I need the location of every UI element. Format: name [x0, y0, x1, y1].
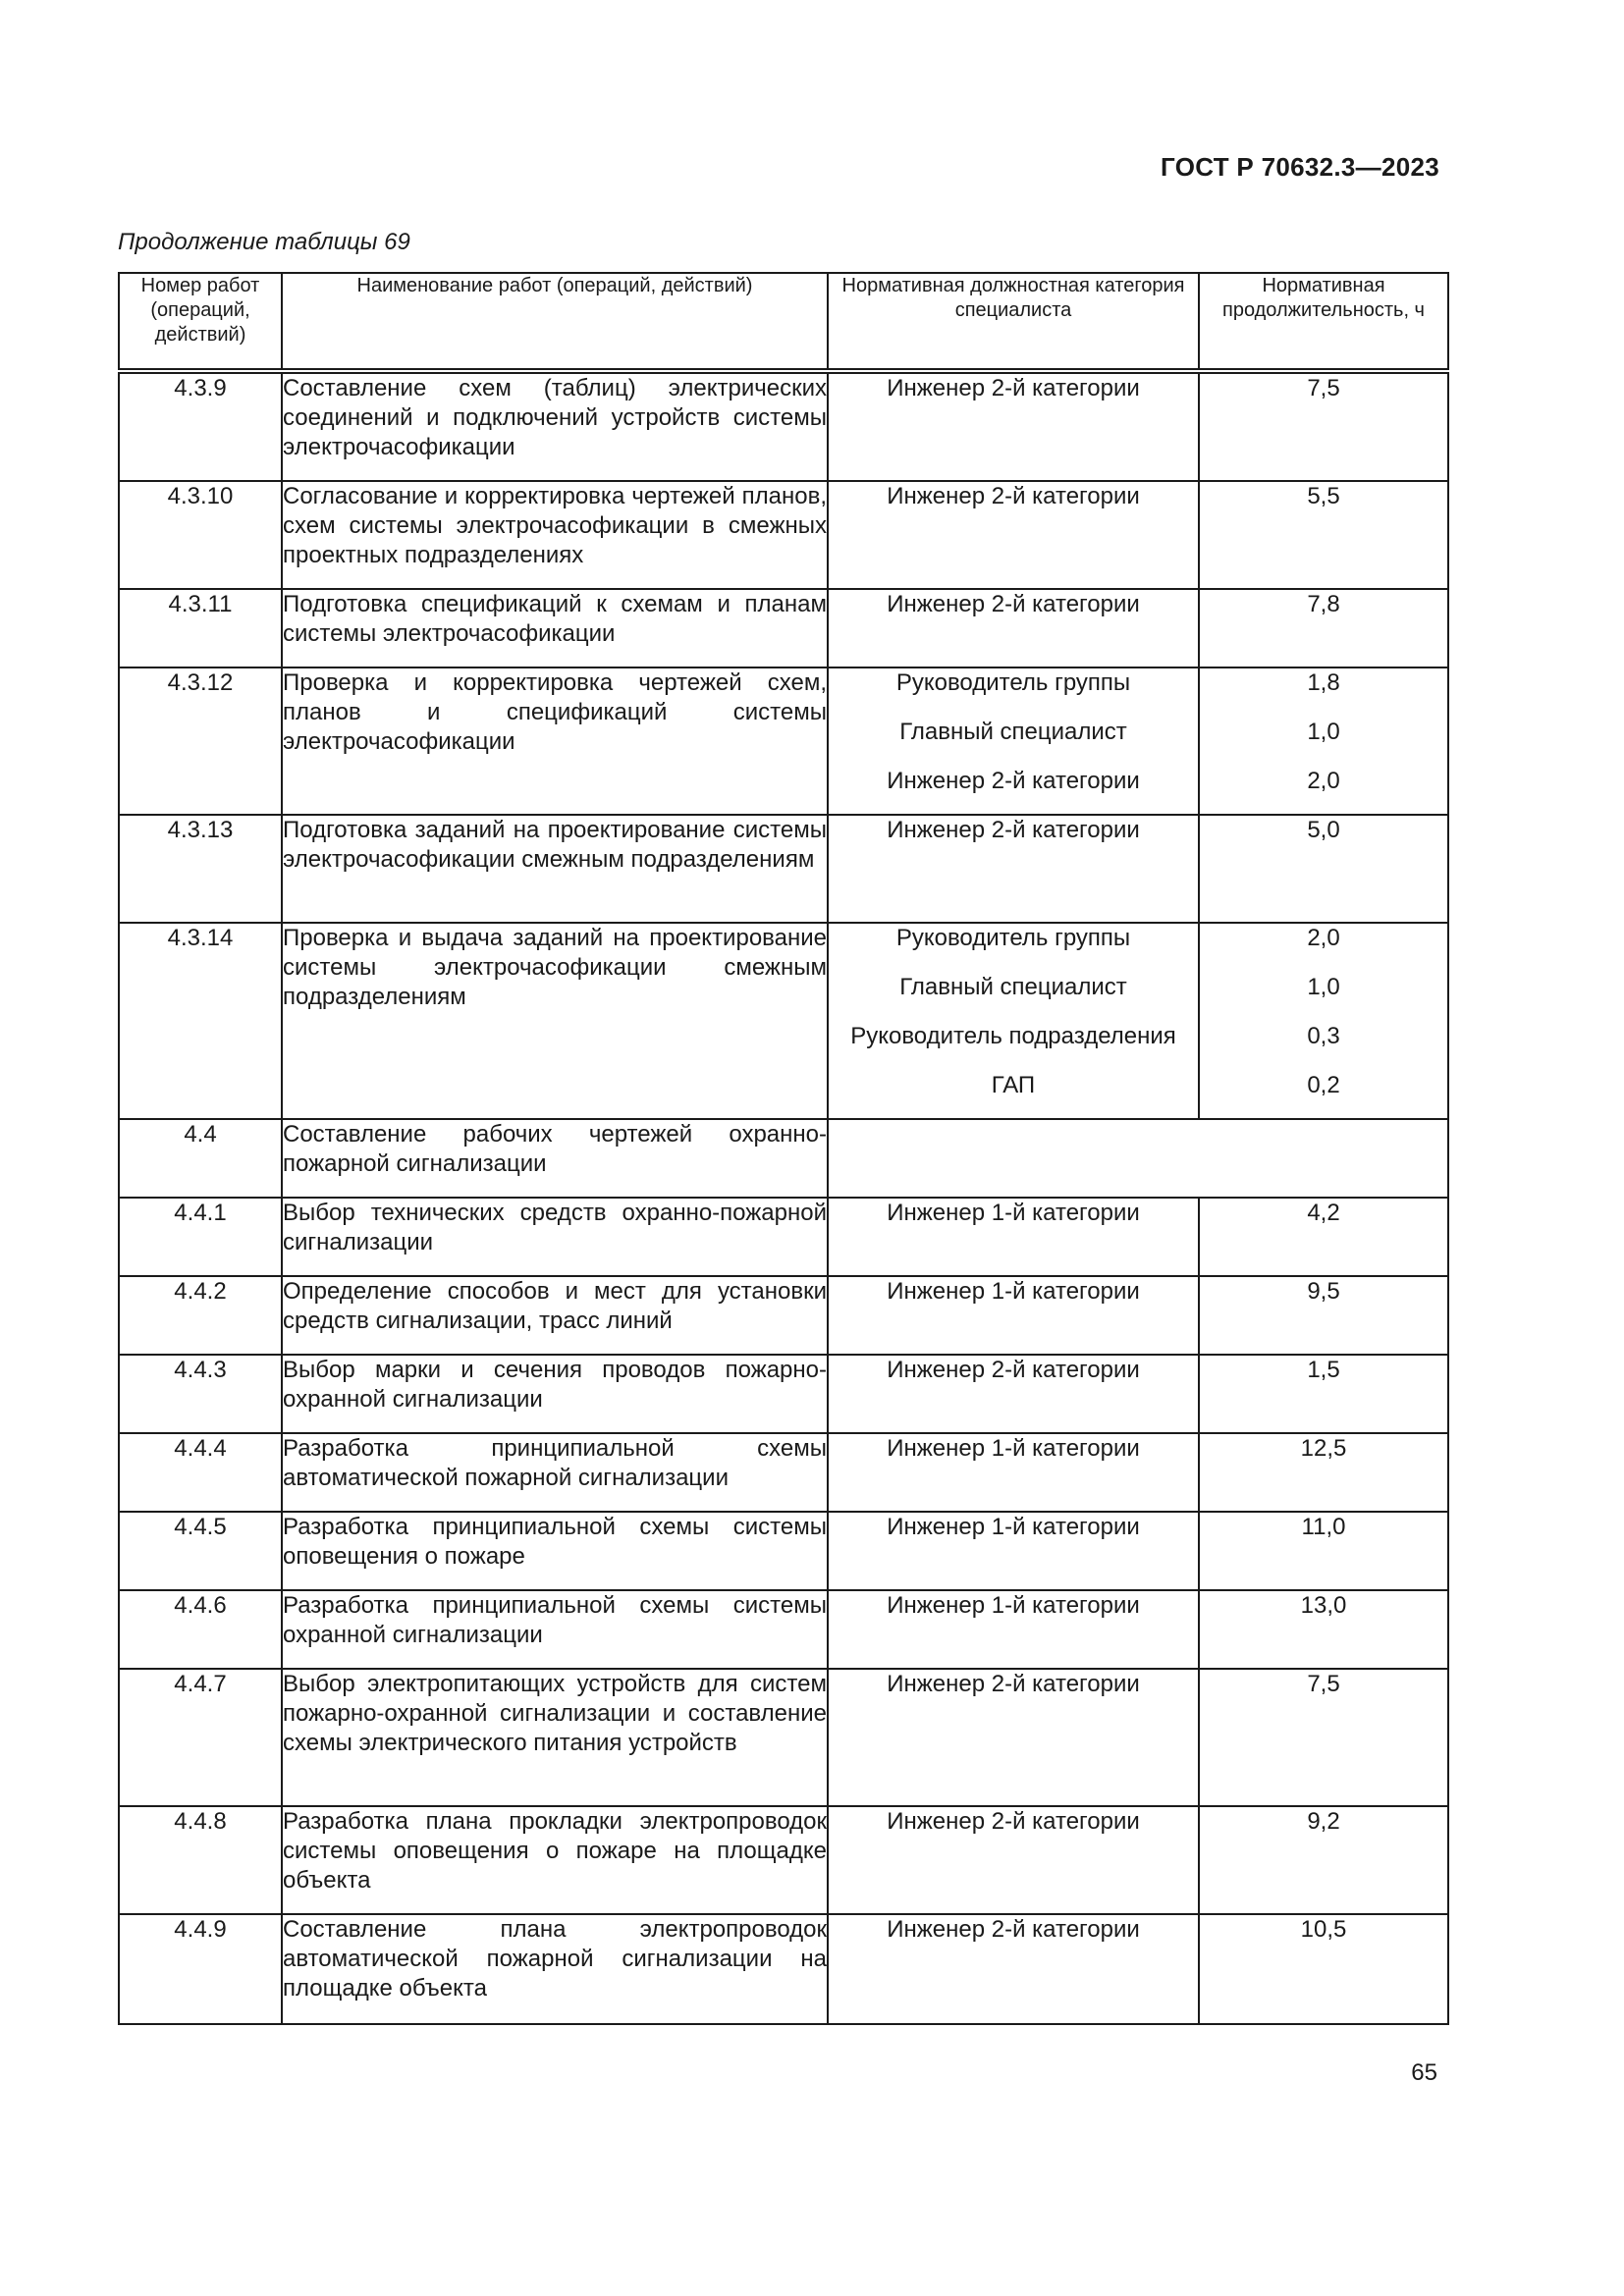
duration-value: 5,5	[1307, 483, 1340, 509]
table-row	[119, 1512, 1448, 1590]
specialist-category-line: Инженер 1-й категории	[887, 1514, 1140, 1540]
work-name: Выбор технических средств охранно-пожарной сигнализации	[282, 1198, 828, 1276]
specialist-category-line: Руководитель подразделения	[850, 1023, 1176, 1049]
duration-value: 1,0	[1307, 719, 1340, 745]
duration-value: 1,8	[1307, 669, 1340, 696]
duration	[1199, 1914, 1448, 2024]
duration	[1199, 1590, 1448, 1669]
duration-value: 9,5	[1307, 1278, 1340, 1305]
specialist-category-line: Руководитель группы	[895, 669, 1131, 696]
work-number: 4.4.6	[119, 1590, 282, 1669]
duration	[1199, 815, 1448, 923]
duration-value: 2,0	[1307, 925, 1340, 951]
specialist-category-line: Инженер 2-й категории	[887, 1671, 1140, 1697]
specialist-category-line: Инженер 2-й категории	[887, 817, 1140, 843]
specialist-category-line: Инженер 1-й категории	[887, 1435, 1140, 1462]
duration	[1199, 1355, 1448, 1433]
table-row	[119, 481, 1448, 589]
work-name: Подготовка спецификаций к схемам и планам системы электрочасофикации	[282, 589, 828, 667]
duration	[1199, 1806, 1448, 1914]
duration	[1199, 371, 1448, 481]
specialist-category	[828, 589, 1199, 667]
duration	[1199, 1512, 1448, 1590]
specialist-category	[828, 1433, 1199, 1512]
duration-value: 11,0	[1301, 1514, 1346, 1540]
work-number: 4.3.9	[119, 371, 282, 481]
work-name: Проверка и выдача заданий на проектирование системы электрочасофикации смежным подразделениям	[282, 923, 828, 1119]
duration-value: 7,8	[1307, 591, 1340, 617]
work-number: 4.4.2	[119, 1276, 282, 1355]
specialist-category-line: Инженер 1-й категории	[887, 1278, 1140, 1305]
work-number: 4.3.10	[119, 481, 282, 589]
norms-table	[118, 272, 1449, 2025]
specialist-category	[828, 481, 1199, 589]
table-row	[119, 815, 1448, 923]
work-number: 4.3.11	[119, 589, 282, 667]
table-caption: Продолжение таблицы 69	[118, 229, 410, 255]
header-duration: Нормативная продолжительность, ч	[1199, 273, 1448, 371]
table-row	[119, 1355, 1448, 1433]
work-number: 4.4.1	[119, 1198, 282, 1276]
duration	[1199, 481, 1448, 589]
duration-value: 12,5	[1300, 1435, 1347, 1462]
duration-value: 1,5	[1307, 1357, 1340, 1383]
duration	[1199, 1276, 1448, 1355]
table-row	[119, 1806, 1448, 1914]
work-name: Разработка принципиальной схемы автоматической пожарной сигнализации	[282, 1433, 828, 1512]
work-name: Проверка и корректировка чертежей схем, планов и спецификаций системы электрочасофикации	[282, 667, 828, 815]
work-number: 4.3.13	[119, 815, 282, 923]
work-name: Подготовка заданий на проектирование системы электрочасофикации смежным подразделениям	[282, 815, 828, 923]
table-row	[119, 371, 1448, 481]
work-name: Выбор электропитающих устройств для систем пожарно-охранной сигнализации и составление схемы электрического питания устройств	[282, 1669, 828, 1806]
work-name: Разработка плана прокладки электропроводок системы оповещения о пожаре на площадке объекта	[282, 1806, 828, 1914]
table-row	[119, 667, 1448, 815]
specialist-category-line: Инженер 2-й категории	[887, 1916, 1140, 1943]
section-empty-cell	[828, 1119, 1448, 1198]
duration-value: 13,0	[1300, 1592, 1347, 1619]
specialist-category	[828, 923, 1199, 1119]
work-number: 4.4.9	[119, 1914, 282, 2024]
specialist-category	[828, 1590, 1199, 1669]
header-work-name: Наименование работ (операций, действий)	[282, 273, 828, 371]
specialist-category-line: Инженер 2-й категории	[887, 375, 1140, 401]
table-row	[119, 923, 1448, 1119]
work-name: Составление схем (таблиц) электрических соединений и подключений устройств системы электрочасофикации	[282, 371, 828, 481]
work-name: Составление плана электропроводок автоматической пожарной сигнализации на площадке объекта	[282, 1914, 828, 2024]
specialist-category-line: Инженер 1-й категории	[887, 1200, 1140, 1226]
work-number: 4.4.5	[119, 1512, 282, 1590]
duration-value: 9,2	[1307, 1808, 1340, 1835]
specialist-category	[828, 1914, 1199, 2024]
header-specialist-category: Нормативная должностная категория специалиста	[828, 273, 1199, 371]
table-row	[119, 1276, 1448, 1355]
table-row	[119, 589, 1448, 667]
work-number: 4.3.14	[119, 923, 282, 1119]
duration-value: 7,5	[1307, 375, 1340, 401]
specialist-category-line: ГАП	[991, 1072, 1036, 1098]
specialist-category	[828, 1276, 1199, 1355]
work-name: Разработка принципиальной схемы системы охранной сигнализации	[282, 1590, 828, 1669]
specialist-category-line: Инженер 2-й категории	[887, 768, 1140, 794]
duration	[1199, 589, 1448, 667]
table-row	[119, 1914, 1448, 2024]
specialist-category-line: Инженер 2-й категории	[887, 1808, 1140, 1835]
header-work-number: Номер работ (операций, действий)	[119, 273, 282, 371]
table-header-row	[119, 273, 1448, 371]
work-number: 4.4.3	[119, 1355, 282, 1433]
table-row	[119, 1590, 1448, 1669]
work-number: 4.3.12	[119, 667, 282, 815]
standard-code: ГОСТ Р 70632.3—2023	[1161, 152, 1439, 182]
duration-value: 0,2	[1307, 1072, 1340, 1098]
table-row	[119, 1669, 1448, 1806]
specialist-category	[828, 1512, 1199, 1590]
specialist-category-line: Инженер 2-й категории	[887, 1357, 1140, 1383]
work-name: Определение способов и мест для установки средств сигнализации, трасс линий	[282, 1276, 828, 1355]
table-row	[119, 1433, 1448, 1512]
specialist-category	[828, 1806, 1199, 1914]
duration-value: 0,3	[1307, 1023, 1340, 1049]
duration	[1199, 667, 1448, 815]
duration	[1199, 1433, 1448, 1512]
duration-value: 4,2	[1307, 1200, 1340, 1226]
work-name: Разработка принципиальной схемы системы оповещения о пожаре	[282, 1512, 828, 1590]
specialist-category	[828, 371, 1199, 481]
duration-value: 5,0	[1307, 817, 1340, 843]
page-number: 65	[1411, 2059, 1437, 2086]
specialist-category-line: Инженер 1-й категории	[887, 1592, 1140, 1619]
work-number: 4.4.7	[119, 1669, 282, 1806]
specialist-category	[828, 667, 1199, 815]
work-name: Выбор марки и сечения проводов пожарно-охранной сигнализации	[282, 1355, 828, 1433]
specialist-category-line: Инженер 2-й категории	[887, 591, 1140, 617]
specialist-category-line: Главный специалист	[899, 974, 1127, 1000]
specialist-category-line: Главный специалист	[899, 719, 1127, 745]
specialist-category-line: Инженер 2-й категории	[887, 483, 1140, 509]
specialist-category	[828, 815, 1199, 923]
duration-value: 7,5	[1307, 1671, 1340, 1697]
work-number: 4.4	[119, 1119, 282, 1198]
specialist-category	[828, 1198, 1199, 1276]
work-name: Согласование и корректировка чертежей планов, схем системы электрочасофикации в смежных проектных подразделениях	[282, 481, 828, 589]
duration-value: 2,0	[1307, 768, 1340, 794]
specialist-category	[828, 1669, 1199, 1806]
duration-value: 10,5	[1300, 1916, 1347, 1943]
table-row	[119, 1198, 1448, 1276]
work-name: Составление рабочих чертежей охранно-пожарной сигнализации	[282, 1119, 828, 1198]
specialist-category	[828, 1355, 1199, 1433]
table-row	[119, 1119, 1448, 1198]
duration	[1199, 1669, 1448, 1806]
work-number: 4.4.4	[119, 1433, 282, 1512]
specialist-category-line: Руководитель группы	[895, 925, 1131, 951]
work-number: 4.4.8	[119, 1806, 282, 1914]
duration-value: 1,0	[1307, 974, 1340, 1000]
duration	[1199, 1198, 1448, 1276]
duration	[1199, 923, 1448, 1119]
